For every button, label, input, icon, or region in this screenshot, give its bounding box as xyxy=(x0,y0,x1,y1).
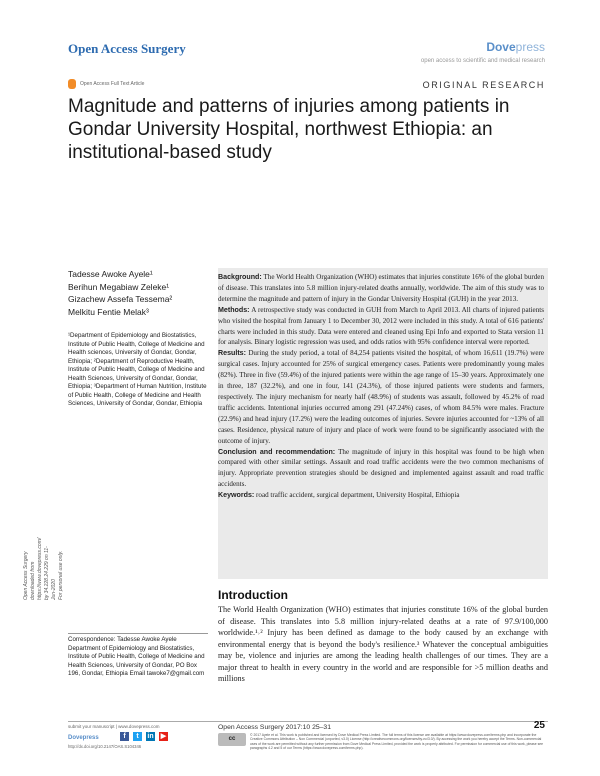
creative-commons-badge[interactable]: cc xyxy=(218,733,246,746)
author: Melkitu Fentie Melak³ xyxy=(68,306,149,317)
download-watermark: Open Access Surgery downloaded from https://www.dovepress.com/ by 34.228.24.229 on 11-Jun-2020 For personal use only. xyxy=(23,537,64,600)
youtube-icon[interactable]: ▶ xyxy=(160,733,167,740)
section-label: ORIGINAL RESEARCH xyxy=(422,80,545,90)
abstract-background: Background: The World Health Organization (WHO) estimates that injuries constitute 16% of the global burden of disease. This translates into 5.8 million injury-related deaths annually, worldwide. The aim of this study was to determine the magnitude and pattern of injury in the Gondar University Hospital (GUH) in the year 2013. xyxy=(218,273,544,303)
author: Berihun Megabiaw Zeleke¹ xyxy=(68,281,170,292)
abstract-conclusion: Conclusion and recommendation: The magnitude of injury in this hospital was found to be high when compared with other similar settings. Assault and road traffic accidents were the two common mechanisms of injury. Appropriate prevention strategies should be designed and implemented against assault and road traffic accidents. xyxy=(218,447,544,489)
submit-manuscript-link[interactable]: submit your manuscript | www.dovepress.com xyxy=(68,724,160,729)
footer-divider xyxy=(68,721,548,722)
doi-link[interactable]: http://dx.doi.org/10.2147/OAS.S104346 xyxy=(68,744,142,749)
page-number: 25 xyxy=(533,720,545,731)
publisher-logo: Dovepress xyxy=(486,40,545,54)
license-text: © 2017 Ayele et al. This work is published and licensed by Dove Medical Press Limited. The full terms of this license are available at https://www.dovepress.com/terms.php and incorporate the Creative Commons Attribution – Non Commercial (unported, v3.0) License (http://creativecommons.org/licenses/by-nc/3.0/). By accessing the work you hereby accept the Terms. Non-commercial uses of the work are permitted without any further permission from Dove Medical Press Limited, provided the work is properly attributed. For permission for commercial use of this work, please see paragraphs 4.2 and 5 of our Terms (https://www.dovepress.com/terms.php). xyxy=(250,733,544,750)
open-access-label: Open Access Full Text Article xyxy=(68,79,144,89)
introduction-text: The World Health Organization (WHO) estimates that injuries constitute 16% of the global burden of disease. This translates into 5.8 million injury-related deaths at a rate of 97.9/100,000 worldwide.¹˒² Injury has been defined as damage to the body caused by an exchange with environmental energy that is beyond the body's resilience.³ Whatever the conceptual ambiguities may be, violence and injuries are among the leading health challenges of our times. They are a major threat to health in every country in the world and are responsible for >5 million deaths and millions xyxy=(218,605,548,683)
dovepress-footer-logo: Dovepress xyxy=(68,735,99,741)
abstract-box xyxy=(218,268,548,579)
abstract-methods: Methods: A retrospective study was conducted in GUH from March to April 2013. All charts of injured patients who visited the hospital from January 1 to December 30, 2012 were included in this study. A total of 616 patients' charts were included in this study. Data were entered and cleaned using Epi Info and exported to Stata version 11 for analysis. Binary logistic regression was used, and odds ratios with 95% confidence interval were reported. xyxy=(218,305,544,347)
linkedin-icon[interactable]: in xyxy=(147,733,154,740)
abstract-results: Results: During the study period, a total of 84,254 patients visited the hospital, of whom 16,611 (19.7%) were surgical cases. Injury accounted for 25% of surgical emergency cases. Patients were predominantly young males (82%). Three in five (59.4%) of the injured patients were within the age range of 15–30 years. Approximately one in three, 187 (32.2%), and one in four, 141 (24.3%), of those injured patients were students and farmers, respectively. The injury mechanism for nearly half (48.9%) of students was assault, followed by 45.2% of road traffic accidents. Intentional injuries occurred among 291 (47.24%) cases, of whom 84.5% were males. Fracture (22.9%) and head injury (17.2%) were the leading outcomes of injuries. Severe injuries accounted for ~13% of all cases. Residence, physical nature of injury and place of work were found to be significantly associated with the outcome of injury. xyxy=(218,349,544,445)
author: Gizachew Assefa Tessema² xyxy=(68,294,173,304)
article-title: Magnitude and patterns of injuries among patients in Gondar University Hospital, northwest Ethiopia: an institutional-based study xyxy=(68,96,510,163)
twitter-icon[interactable]: t xyxy=(133,732,142,741)
introduction-heading: Introduction xyxy=(218,588,288,602)
open-access-icon xyxy=(68,79,76,89)
facebook-icon[interactable]: f xyxy=(120,732,129,741)
divider xyxy=(68,633,208,634)
correspondence: Correspondence: Tadesse Awoke Ayele Department of Epidemiology and Biostatistics, Institute of Public Health, College of Medicine and Health Sciences, University of Gondar, PO Box 196, Gondar, Ethiopia Email tawoke7@gmail.com xyxy=(68,636,205,677)
author-list xyxy=(68,268,172,318)
affiliations: ¹Department of Epidemiology and Biostatistics, Institute of Public Health, College of Medicine and Health sciences, University of Gondar, Gondar, Ethiopia; ²Department of Reproductive Health, Institute of Public Health, College of Medicine and Health Sciences, University of Gondar, Gondar, Ethiopia; ³Department of Human Nutrition, Institute of Public Health, College of Medicine and Health Sciences, University of Gondar, Gondar, Ethiopia xyxy=(68,332,207,407)
journal-citation: Open Access Surgery 2017:10 25–31 xyxy=(218,724,331,731)
abstract-keywords: Keywords: road traffic accident, surgical department, University Hospital, Ethiopia xyxy=(218,491,460,500)
social-icons xyxy=(120,732,168,741)
publisher-tagline: open access to scientific and medical research xyxy=(420,58,545,64)
journal-name: Open Access Surgery xyxy=(68,41,186,56)
author: Tadesse Awoke Ayele¹ xyxy=(68,269,153,279)
